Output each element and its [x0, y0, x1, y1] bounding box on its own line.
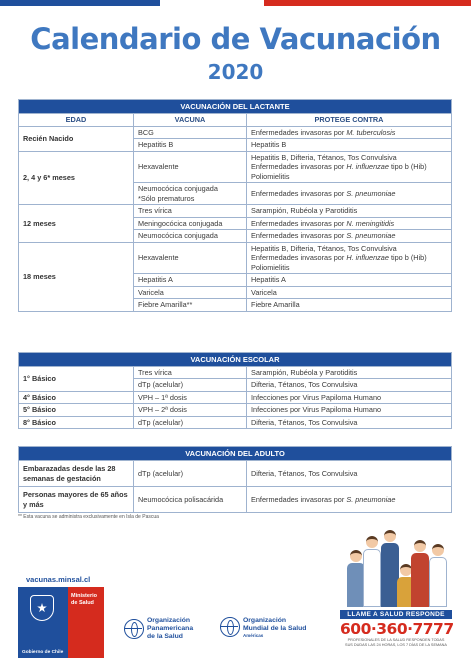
protege-cell: Enfermedades invasoras por S. pneumoniae	[247, 230, 452, 242]
globe-icon	[124, 619, 144, 639]
table-row	[19, 367, 452, 379]
col-edad: EDAD	[19, 114, 134, 127]
edad-cell: Embarazadas desde las 28 semanas de gestación	[19, 461, 134, 487]
table-row	[19, 151, 452, 182]
call-fine-print: PROFESIONALES DE LA SALUD RESPONDEN TODAS SUS DUDAS LAS 24 HORAS, LOS 7 DÍAS DE LA SEMANA	[345, 638, 447, 647]
ops-line2: Panamericana	[147, 624, 194, 632]
vacuna-cell: dTp (acelular)	[134, 416, 247, 428]
protege-cell: Fiebre Amarilla	[247, 299, 452, 311]
protege-cell: Hepatitis A	[247, 274, 452, 286]
edad-cell: Personas mayores de 65 años y más	[19, 487, 134, 513]
edad-cell: 12 meses	[19, 205, 134, 242]
oms-line1: Organización	[243, 617, 287, 624]
edad-cell: Recién Nacido	[19, 127, 134, 152]
section-title-lactante: VACUNACIÓN DEL LACTANTE	[19, 100, 452, 114]
table-escolar	[18, 352, 452, 429]
table-row	[19, 205, 452, 217]
table-lactante	[18, 99, 452, 312]
flag-blue	[0, 0, 160, 6]
table-row	[19, 461, 452, 487]
vacuna-cell: Tres vírica	[134, 205, 247, 217]
flag-bar	[0, 0, 471, 6]
protege-cell: Hepatitis B	[247, 139, 452, 151]
vacuna-cell: Varicela	[134, 286, 247, 298]
vacuna-cell: Hepatitis B	[134, 139, 247, 151]
ops-line3: de la Salud	[147, 632, 183, 640]
protege-cell: Varicela	[247, 286, 452, 298]
protege-cell: Hepatitis B, Difteria, Tétanos, Tos Convulsiva Enfermedades invasoras por H. influenzae tipo b (Hib) Poliomielitis	[247, 242, 452, 273]
minsal-logo-blue	[18, 587, 68, 658]
ops-logo	[124, 617, 193, 640]
chile-crest-icon	[30, 595, 54, 621]
col-vacuna: VACUNA	[134, 114, 247, 127]
family-illustration	[345, 517, 450, 607]
protege-cell: Difteria, Tétanos, Tos Convulsiva	[247, 379, 452, 391]
edad-cell: 5° Básico	[19, 404, 134, 416]
vacuna-cell: VPH – 2ª dosis	[134, 404, 247, 416]
table-row	[19, 127, 452, 139]
table-row	[19, 416, 452, 428]
protege-cell: Sarampión, Rubéola y Parotiditis	[247, 367, 452, 379]
edad-cell: 18 meses	[19, 242, 134, 311]
vacuna-cell: Neumocócica polisacárida	[134, 487, 247, 513]
ministerio-label: Ministerio de Salud	[68, 587, 104, 658]
call-label: LLAME A SALUD RESPONDE	[340, 610, 452, 619]
protege-cell: Enfermedades invasoras por S. pneumoniae	[247, 487, 452, 513]
protege-cell: Enfermedades invasoras por S. pneumoniae	[247, 183, 452, 205]
table-row	[19, 391, 452, 403]
flag-white	[160, 0, 264, 6]
protege-cell: Difteria, Tétanos, Tos Convulsiva	[247, 461, 452, 487]
table-adulto	[18, 446, 452, 513]
protege-cell: Enfermedades invasoras por M. tuberculosis	[247, 127, 452, 139]
page-title: Calendario de Vacunación	[30, 22, 441, 56]
vacuna-cell: Fiebre Amarilla**	[134, 299, 247, 311]
person-icon	[411, 540, 429, 607]
salud-responde	[340, 610, 452, 658]
flag-red	[264, 0, 471, 6]
oms-line2: Mundial de la Salud	[243, 624, 307, 632]
protege-cell: Enfermedades invasoras por N. meningitidis	[247, 217, 452, 229]
vacuna-cell: Neumocócica conjugada *Sólo prematuros	[134, 183, 247, 205]
protege-cell: Infecciones por Virus Papiloma Humano	[247, 391, 452, 403]
vacuna-cell: Neumocócica conjugada	[134, 230, 247, 242]
vacuna-cell: BCG	[134, 127, 247, 139]
vacuna-cell: Tres vírica	[134, 367, 247, 379]
protege-cell: Difteria, Tétanos, Tos Convulsiva	[247, 416, 452, 428]
section-title-adulto: VACUNACIÓN DEL ADULTO	[19, 447, 452, 461]
protege-cell: Infecciones por Virus Papiloma Humano	[247, 404, 452, 416]
person-icon	[429, 544, 447, 607]
edad-cell: 8° Básico	[19, 416, 134, 428]
site-link[interactable]: vacunas.minsal.cl	[26, 575, 91, 584]
section-title-escolar: VACUNACIÓN ESCOLAR	[19, 353, 452, 367]
page-year: 2020	[207, 60, 264, 84]
globe-icon	[220, 617, 240, 637]
ops-line1: Organización	[147, 617, 191, 624]
edad-cell: 2, 4 y 6* meses	[19, 151, 134, 204]
vacuna-cell: VPH – 1ª dosis	[134, 391, 247, 403]
col-protege: PROTEGE CONTRA	[247, 114, 452, 127]
phone-number[interactable]: 600·360·7777	[340, 620, 454, 638]
vacuna-cell: dTp (acelular)	[134, 379, 247, 391]
protege-cell: Sarampión, Rubéola y Parotiditis	[247, 205, 452, 217]
vacuna-cell: Hexavalente	[134, 151, 247, 182]
oms-sub: Américas	[243, 632, 264, 638]
table-row	[19, 242, 452, 273]
footnote: ** Esta vacuna se administra exclusivamente en Isla de Pascua	[18, 514, 159, 520]
table-row	[19, 487, 452, 513]
vacuna-cell: Hexavalente	[134, 242, 247, 273]
gobierno-label: Gobierno de Chile	[22, 650, 64, 655]
protege-cell: Hepatitis B, Difteria, Tétanos, Tos Convulsiva Enfermedades invasoras por H. influenzae tipo b (Hib) Poliomielitis	[247, 151, 452, 182]
table-row	[19, 404, 452, 416]
vacuna-cell: Meningocócica conjugada	[134, 217, 247, 229]
person-icon	[363, 536, 381, 607]
vacuna-cell: Hepatitis A	[134, 274, 247, 286]
oms-logo	[220, 617, 306, 638]
minsal-logo	[18, 587, 104, 658]
vacuna-cell: dTp (acelular)	[134, 461, 247, 487]
edad-cell: 4° Básico	[19, 391, 134, 403]
edad-cell: 1° Básico	[19, 367, 134, 392]
